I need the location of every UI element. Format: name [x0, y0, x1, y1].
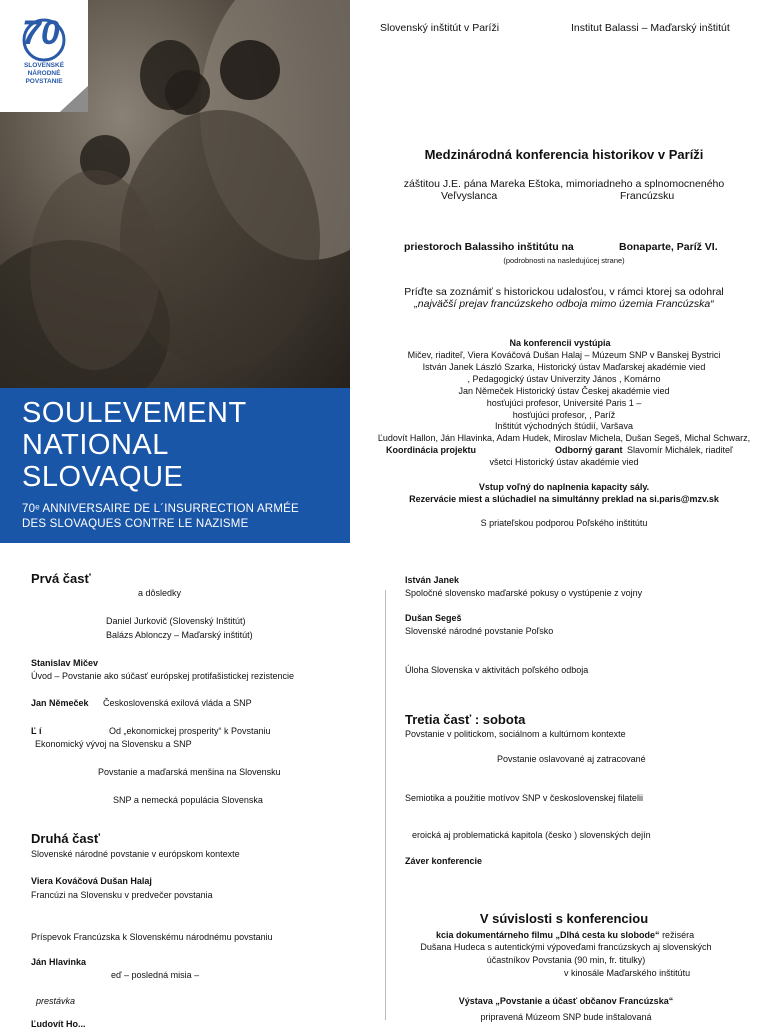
support-note: S priateľskou podporou Poľského inštitútu [480, 518, 648, 528]
part1-sub: a dôsledky [138, 588, 182, 598]
speakers-line: hosťujúci profesor, Université Paris 1 – [486, 398, 642, 408]
talk-title: eď – posledná misia – [111, 970, 200, 980]
guarantor-name: Slavomír Michálek, riaditeľ [627, 445, 733, 455]
venue-a: priestoroch Balassiho inštitútu na [404, 241, 574, 253]
talk-title: Povstanie oslavované aj zatracované [497, 754, 646, 764]
film-line3: účastníkov Povstania (90 min, fr. titulky) [486, 955, 646, 965]
patronage-line2b: Francúzsku [620, 190, 675, 202]
invite-line2: „najväčší prejav francúzskeho odboja mimo územia Francúzska“ [414, 298, 714, 310]
reservation-notice: Rezervácie miest a slúchadiel na simultánny preklad na si.paris@mzv.sk [409, 494, 719, 504]
venue-note: (podrobnosti na nasledujúcej strane) [503, 256, 625, 265]
speakers-line: István Janek László Szarka, Historický ústav Maďarskej akadémie vied [422, 362, 706, 372]
talk-title: Francúzi na Slovensku v predvečer povstania [31, 890, 213, 900]
snp-70-logo [0, 0, 88, 112]
speaker-name-cut: Ľudovít Ho... [31, 1019, 86, 1029]
part3-title: Tretia časť : sobota [405, 712, 526, 727]
talk-title: Povstanie a maďarská menšina na Slovensku [98, 767, 281, 777]
speakers-line: hosťujúci profesor, , Paríž [512, 410, 616, 420]
break-label: prestávka [36, 996, 76, 1006]
welcome-1: Daniel Jurkovič (Slovenský Inštitút) [106, 616, 246, 626]
speaker-name: Viera Kováčová Dušan Halaj [31, 876, 152, 886]
speaker-name: István Janek [405, 575, 460, 585]
talk-title: Spoločné slovensko maďarské pokusy o vystúpenie z vojny [405, 588, 643, 598]
talk-title: Príspevok Francúzska k Slovenskému národnému povstaniu [31, 932, 273, 942]
part2-title: Druhá časť [31, 831, 101, 846]
speaker-name: Jan Němeček [31, 698, 89, 708]
film-line1: kcia dokumentárneho filmu „Dlhá cesta ku slobode“ režiséra [436, 930, 695, 940]
speakers-last-line: všetci Historický ústav akadémie vied [489, 457, 639, 467]
talk-title: Semiotika a použitie motívov SNP v československej filatelii [405, 793, 643, 803]
film-line2: Dušana Hudeca s autentickými výpoveďami francúzskych aj slovenských [420, 942, 712, 952]
patronage-line2a: Veľvyslanca [441, 190, 498, 202]
guarantor-label: Odborný garant [555, 445, 623, 455]
part2-sub: Slovenské národné povstanie v európskom kontexte [31, 849, 240, 859]
conference-title: Medzinárodná konferencia historikov v Paríži [424, 147, 704, 162]
entry-notice: Vstup voľný do naplnenia kapacity sály. [478, 482, 650, 492]
coordination-label: Koordinácia projektu [386, 445, 477, 455]
logo-text: SLOVENSKÉ NÁRODNÉ POVSTANIE [23, 62, 65, 85]
logo-number: 70 [22, 14, 60, 52]
header-left-institute: Slovenský inštitút v Paríži [380, 22, 500, 34]
welcome-2: Balázs Ablonczy – Maďarský inštitút) [106, 630, 253, 640]
closing-label: Záver konferencie [405, 856, 483, 866]
talk-title: Slovenské národné povstanie Poľsko [405, 626, 554, 636]
banner-title: SOULEVEMENT NATIONAL SLOVAQUE [22, 397, 247, 493]
talk-title: Československá exilová vláda a SNP [103, 698, 252, 708]
part3-sub: Povstanie v politickom, sociálnom a kultúrnom kontexte [405, 729, 626, 739]
speakers-line: , Pedagogický ústav Univerzity János , Komárno [467, 374, 661, 384]
talk-title: Úvod – Povstanie ako súčasť európskej protifašistickej rezistencie [31, 671, 294, 681]
exhibit-line2: pripravená Múzeom SNP bude inštalovaná [480, 1012, 652, 1022]
talk-title: SNP a nemecká populácia Slovenska [113, 795, 263, 805]
speakers-line: Ľudovít Hallon, Ján Hlavinka, Adam Hudek, Miroslav Michela, Dušan Segeš, Michal Schwarz, [377, 433, 751, 443]
talk-title: Úloha Slovenska v aktivitách poľského odboja [405, 665, 589, 675]
speaker-name: Ľ í [31, 726, 42, 736]
speakers-line: Jan Němeček Historický ústav Českej akadémie vied [458, 386, 670, 396]
invite-line1: Príďte sa zoznámiť s historickou udalosťou, v rámci ktorej sa odohral [404, 286, 724, 298]
speaker-name: Stanislav Mičev [31, 658, 99, 668]
talk-title: Od „ekonomickej prosperity“ k Povstaniu [109, 726, 271, 736]
speaker-name: Dušan Segeš [405, 613, 462, 623]
speakers-line: Inštitút východných štúdií, Varšava [495, 421, 633, 431]
talk-title: eroická aj problematická kapitola (česko ) slovenských dejín [412, 830, 651, 840]
talk-title: Ekonomický vývoj na Slovensku a SNP [35, 739, 192, 749]
speaker-name: Ján Hlavinka [31, 957, 87, 967]
film-line4: v kinosále Maďarského inštitútu [564, 968, 691, 978]
banner-subtitle: 70ᵉ ANNIVERSAIRE DE L´INSURRECTION ARMÉE DES SLOVAQUES CONTRE LE NAZISME [22, 503, 299, 530]
patronage-line1: záštitou J.E. pána Mareka Eštoka, mimoriadneho a splnomocneného [403, 178, 725, 190]
speakers-line: Mičev, riaditeľ, Viera Kováčová Dušan Halaj – Múzeum SNP v Banskej Bystrici [407, 350, 721, 360]
venue-b: Bonaparte, Paríž VI. [619, 241, 718, 253]
title-banner [0, 388, 350, 543]
speakers-heading: Na konferencii vystúpia [509, 338, 611, 348]
exhibit-title: Výstava „Povstanie a účasť občanov Francúzska“ [458, 996, 674, 1006]
part1-title: Prvá časť [31, 571, 91, 586]
header-right-institute: Institut Balassi – Maďarský inštitút [571, 22, 730, 34]
related-title: V súvislosti s konferenciou [479, 911, 649, 926]
